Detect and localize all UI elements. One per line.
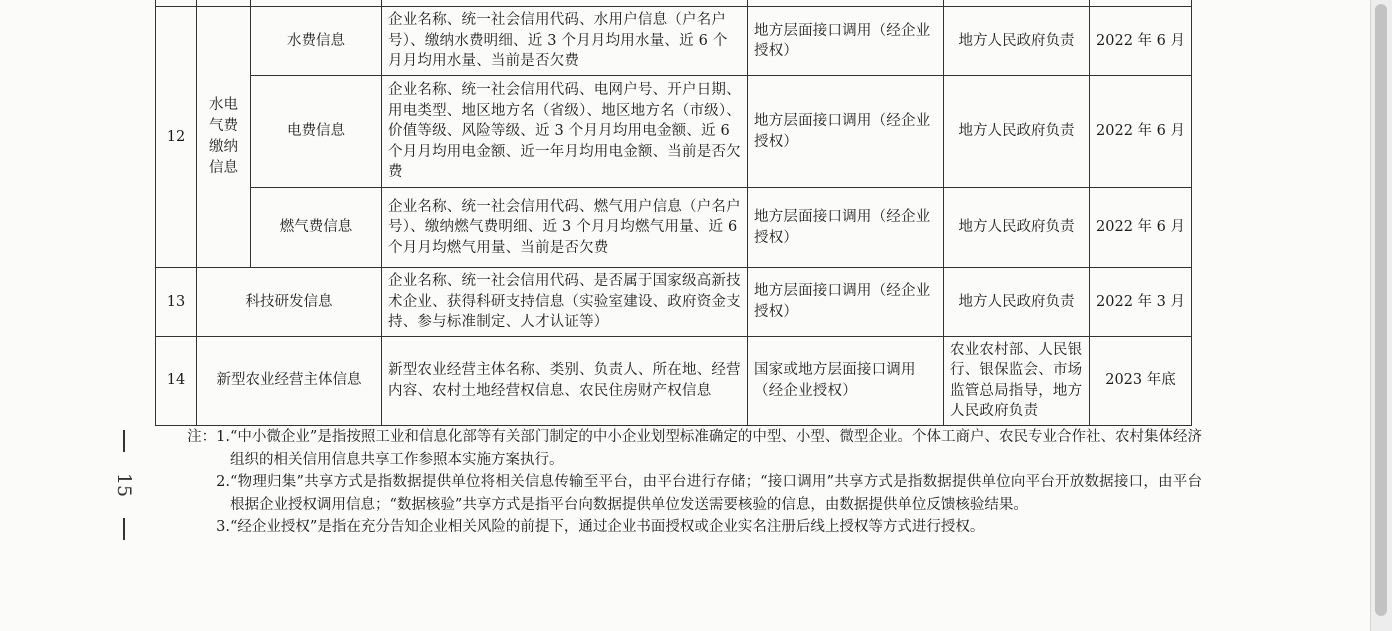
sharing-method: 地方层面接口调用（经企业授权）	[748, 188, 944, 268]
row-number: 13	[156, 268, 197, 337]
responsible-party: 地方人民政府负责	[944, 7, 1090, 76]
note-item	[172, 516, 1202, 539]
item-content: 新型农业经营主体名称、类别、负责人、所在地、经营内容、农村土地经营权信息、农民住房财产权信息	[382, 336, 748, 425]
scrollbar-thumb[interactable]	[1375, 4, 1387, 616]
item-content: 企业名称、统一社会信用代码、电网户号、开户日期、用电类型、地区地方名（省级）、地区地方名（市级）、价值等级、风险等级、近 3 个月月均用电金额、近 6 个月月均用电金额、近一年月均用电金额、当前是否欠费	[382, 76, 748, 188]
credit-info-table	[155, 0, 1192, 426]
note-text: “经企业授权”是指在充分告知企业相关风险的前提下，通过企业书面授权或企业实名注册后线上授权等方式进行授权。	[230, 519, 985, 535]
completion-time: 2022 年 6 月	[1090, 7, 1192, 76]
sharing-method: 地方层面接口调用（经企业授权）	[748, 7, 944, 76]
note-item	[172, 471, 1202, 516]
responsible-party: 地方人民政府负责	[944, 76, 1090, 188]
responsible-party: 农业农村部、人民银行、银保监会、市场监管总局指导，地方人民政府负责	[944, 336, 1090, 425]
page-number-dash	[123, 430, 125, 452]
responsible-party: 地方人民政府负责	[944, 188, 1090, 268]
item-content: 企业名称、统一社会信用代码、水用户信息（户名户号）、缴纳水费明细、近 3 个月月均用水量、近 6 个月月均用水量、当前是否欠费	[382, 7, 748, 76]
note-prefix: 3.	[216, 519, 230, 535]
table-notes	[172, 426, 1202, 539]
sharing-method: 地方层面接口调用（经企业授权）	[748, 268, 944, 337]
page-number-dash	[123, 518, 125, 540]
responsible-party: 地方人民政府负责	[944, 268, 1090, 337]
completion-time: 2022 年 6 月	[1090, 76, 1192, 188]
category-cell: 科技研发信息	[197, 268, 382, 337]
note-text: “物理归集”共享方式是指数据提供单位将相关信息传输至平台，由平台进行存储；“接口调用”共享方式是指数据提供单位向平台开放数据接口，由平台根据企业授权调用信息；“数据核验”共享方式是指平台向数据提供单位发送需要核验的信息，由数据提供单位反馈核验结果。	[230, 474, 1202, 513]
note-item	[172, 426, 1202, 471]
item-name: 燃气费信息	[251, 188, 382, 268]
table-row	[156, 188, 1192, 268]
sharing-method: 地方层面接口调用（经企业授权）	[748, 76, 944, 188]
item-name: 水费信息	[251, 7, 382, 76]
row-number: 14	[156, 336, 197, 425]
item-content: 企业名称、统一社会信用代码、是否属于国家级高新技术企业、获得科研支持信息（实验室建设、政府资金支持、参与标准制定、人才认证等）	[382, 268, 748, 337]
completion-time: 2022 年 6 月	[1090, 188, 1192, 268]
completion-time: 2023 年底	[1090, 336, 1192, 425]
table-row	[156, 7, 1192, 76]
note-prefix: 注：1.	[187, 429, 230, 445]
row-number: 12	[156, 7, 197, 268]
note-text: “中小微企业”是指按照工业和信息化部等有关部门制定的中小企业划型标准确定的中型、小型、微型企业。个体工商户、农民专业合作社、农村集体经济组织的相关信用信息共享工作参照本实施方案执行。	[230, 429, 1202, 468]
sharing-method: 国家或地方层面接口调用（经企业授权）	[748, 336, 944, 425]
table-row	[156, 268, 1192, 337]
item-content: 企业名称、统一社会信用代码、燃气用户信息（户名户号）、缴纳燃气费明细、近 3 个月月均燃气用量、近 6 个月月均燃气用量、当前是否欠费	[382, 188, 748, 268]
table-row	[156, 336, 1192, 425]
table-row	[156, 76, 1192, 188]
note-prefix: 2.	[216, 474, 230, 490]
category-cell: 水电气费缴纳信息	[197, 7, 251, 268]
item-name: 电费信息	[251, 76, 382, 188]
completion-time: 2022 年 3 月	[1090, 268, 1192, 337]
page-number-value: 15	[113, 472, 135, 498]
page-number	[104, 430, 144, 540]
category-cell: 新型农业经营主体信息	[197, 336, 382, 425]
